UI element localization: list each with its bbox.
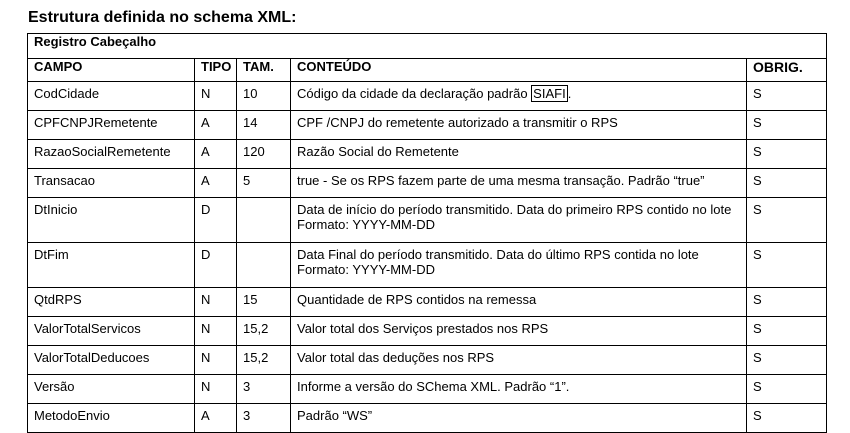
cell-obrig: S <box>747 111 827 140</box>
cell-tam: 15 <box>237 288 291 317</box>
column-header-tipo: TIPO <box>195 59 237 82</box>
cell-conteudo: Padrão “WS” <box>291 404 747 433</box>
column-header-row <box>28 59 827 82</box>
table-row <box>28 375 827 404</box>
cell-campo: ValorTotalServicos <box>28 317 195 346</box>
schema-table <box>27 33 827 433</box>
cell-conteudo: Valor total das deduções nos RPS <box>291 346 747 375</box>
cell-tipo: N <box>195 288 237 317</box>
cell-campo: QtdRPS <box>28 288 195 317</box>
cell-campo: DtInicio <box>28 198 195 243</box>
cell-campo: CPFCNPJRemetente <box>28 111 195 140</box>
table-row <box>28 346 827 375</box>
column-header-obrig: OBRIG. <box>747 59 827 82</box>
cell-conteudo: Informe a versão do SChema XML. Padrão “1”. <box>291 375 747 404</box>
cell-conteudo: Razão Social do Remetente <box>291 140 747 169</box>
conteudo-suffix: . <box>567 86 572 101</box>
cell-tipo: A <box>195 404 237 433</box>
column-header-tam: TAM. <box>237 59 291 82</box>
cell-obrig: S <box>747 243 827 288</box>
cell-tipo: D <box>195 243 237 288</box>
cell-tipo: N <box>195 346 237 375</box>
cell-tipo: A <box>195 111 237 140</box>
table-row <box>28 140 827 169</box>
table-row <box>28 111 827 140</box>
cell-campo: ValorTotalDeducoes <box>28 346 195 375</box>
table-row <box>28 404 827 433</box>
cell-conteudo: Quantidade de RPS contidos na remessa <box>291 288 747 317</box>
cell-conteudo: Data de início do período transmitido. Data do primeiro RPS contido no lote Formato: YYYY-MM-DD <box>291 198 747 243</box>
table-row <box>28 82 827 111</box>
cell-obrig: S <box>747 169 827 198</box>
cell-tam: 15,2 <box>237 346 291 375</box>
cell-obrig: S <box>747 82 827 111</box>
cell-tam: 5 <box>237 169 291 198</box>
cell-conteudo <box>291 82 747 111</box>
column-header-conteudo: CONTEÚDO <box>291 59 747 82</box>
cell-tipo: N <box>195 82 237 111</box>
cell-obrig: S <box>747 288 827 317</box>
cell-conteudo: Data Final do período transmitido. Data do último RPS contida no lote Formato: YYYY-MM-DD <box>291 243 747 288</box>
cell-tam: 3 <box>237 404 291 433</box>
cell-campo: CodCidade <box>28 82 195 111</box>
cell-conteudo: true - Se os RPS fazem parte de uma mesma transação. Padrão “true” <box>291 169 747 198</box>
cell-obrig: S <box>747 375 827 404</box>
cell-conteudo: Valor total dos Serviços prestados nos RPS <box>291 317 747 346</box>
cell-obrig: S <box>747 404 827 433</box>
cell-tam: 10 <box>237 82 291 111</box>
cell-tam: 3 <box>237 375 291 404</box>
column-header-campo: CAMPO <box>28 59 195 82</box>
cell-tam <box>237 243 291 288</box>
table-title-row <box>28 34 827 59</box>
siafi-highlight: SIAFI <box>533 86 566 101</box>
cell-obrig: S <box>747 317 827 346</box>
cell-tam: 14 <box>237 111 291 140</box>
cell-tam: 15,2 <box>237 317 291 346</box>
table-row <box>28 169 827 198</box>
cell-obrig: S <box>747 140 827 169</box>
table-row <box>28 198 827 243</box>
cell-campo: DtFim <box>28 243 195 288</box>
cell-tam <box>237 198 291 243</box>
cell-tam: 120 <box>237 140 291 169</box>
conteudo-text: Código da cidade da declaração padrão <box>297 86 532 101</box>
cell-tipo: D <box>195 198 237 243</box>
cell-tipo: A <box>195 140 237 169</box>
table-title: Registro Cabeçalho <box>28 34 827 59</box>
section-heading: Estrutura definida no schema XML: <box>28 9 297 26</box>
cell-conteudo: CPF /CNPJ do remetente autorizado a transmitir o RPS <box>291 111 747 140</box>
cell-tipo: N <box>195 317 237 346</box>
table-row <box>28 243 827 288</box>
cell-campo: Transacao <box>28 169 195 198</box>
cell-obrig: S <box>747 198 827 243</box>
table-row <box>28 317 827 346</box>
cell-tipo: A <box>195 169 237 198</box>
cell-campo: Versão <box>28 375 195 404</box>
cell-campo: MetodoEnvio <box>28 404 195 433</box>
table-row <box>28 288 827 317</box>
cell-tipo: N <box>195 375 237 404</box>
cell-obrig: S <box>747 346 827 375</box>
cell-campo: RazaoSocialRemetente <box>28 140 195 169</box>
